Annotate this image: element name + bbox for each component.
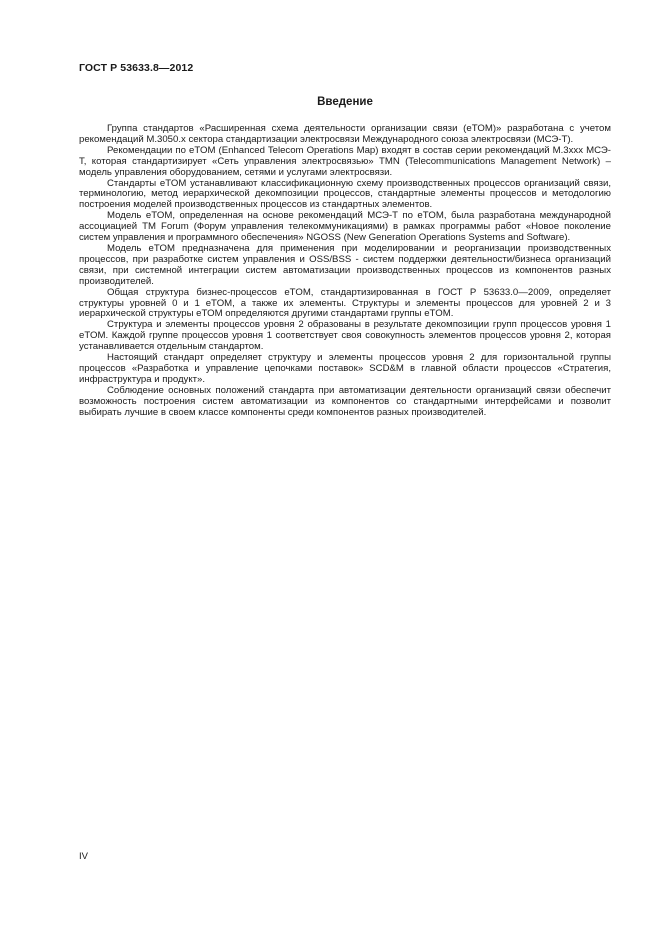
paragraph-1: Группа стандартов «Расширенная схема деятельности организации связи (eTOM)» разработана с учетом рекомендаций М.3050.х сектора стандартизации электросвязи Международного союза электросвязи (МСЭ-Т).	[79, 123, 611, 145]
paragraph-3: Стандарты eTOM устанавливают классификационную схему производственных процессов организаций связи, терминологию, метод иерархической декомпозиции процессов, стандартные элементы процессов и методологию построения моделей производственных процессов из стандартных элементов.	[79, 177, 611, 211]
page-number: IV	[79, 851, 88, 862]
section-title: Введение	[317, 96, 373, 108]
paragraph-7: Структура и элементы процессов уровня 2 образованы в результате декомпозиции групп процессов уровня 1 eTOM. Каждой группе процессов уровня 1 соответствует своя совокупность элементов процессов уровня 2, которая устанавливается отдельным стандартом.	[79, 319, 611, 353]
paragraph-8: Настоящий стандарт определяет структуру и элементы процессов уровня 2 для горизонтальной группы процессов «Разработка и управление цепочками поставок» SCD&M в главной области процессов «Стратегия, инфраструктура и продукт».	[79, 352, 611, 385]
paragraph-5: Модель eTOM предназначена для применения при моделировании и реорганизации производственных процессов, при разработке систем управления и OSS/BSS - систем поддержки деятельности/бизнеса организаций связи, при системной интеграции систем автоматизации производственных процессов из компонентов разных производителей.	[79, 242, 611, 287]
paragraph-6: Общая структура бизнес-процессов eTOM, стандартизированная в ГОСТ Р 53633.0—2009, определяет структуры уровней 0 и 1 eTOM, а также их элементы. Структуры и элементы процессов для уровней 2 и 3 иерархической структуры eTOM определяются другими стандартами группы eTOM.	[79, 286, 611, 320]
paragraph-9: Соблюдение основных положений стандарта при автоматизации деятельности организаций связи обеспечит возможность построения систем автоматизации из компонентов со стандартными интерфейсами и позволит выбирать лучшие в своем классе компоненты среди компонентов разных производителей.	[79, 384, 611, 418]
paragraph-2: Рекомендации по eTOM (Enhanced Telecom Operations Map) входят в состав серии рекомендаций M.3xxx МСЭ-Т, которая стандартизирует «Сеть управления электросвязью» TMN (Telecommunications Management Network) – модель управления оборудованием, сетями и услугами электросвязи.	[79, 144, 611, 178]
document-body	[79, 124, 611, 418]
paragraph-4: Модель eTOM, определенная на основе рекомендаций МСЭ-Т по eTOM, была разработана международной ассоциацией TM Forum (Форум управления телекоммуникациями) в рамках программы работ «Новое поколение систем управления и программного обеспечения» NGOSS (New Generation Operations Systems and Software).	[79, 210, 611, 244]
document-header: ГОСТ Р 53633.8—2012	[79, 62, 194, 74]
